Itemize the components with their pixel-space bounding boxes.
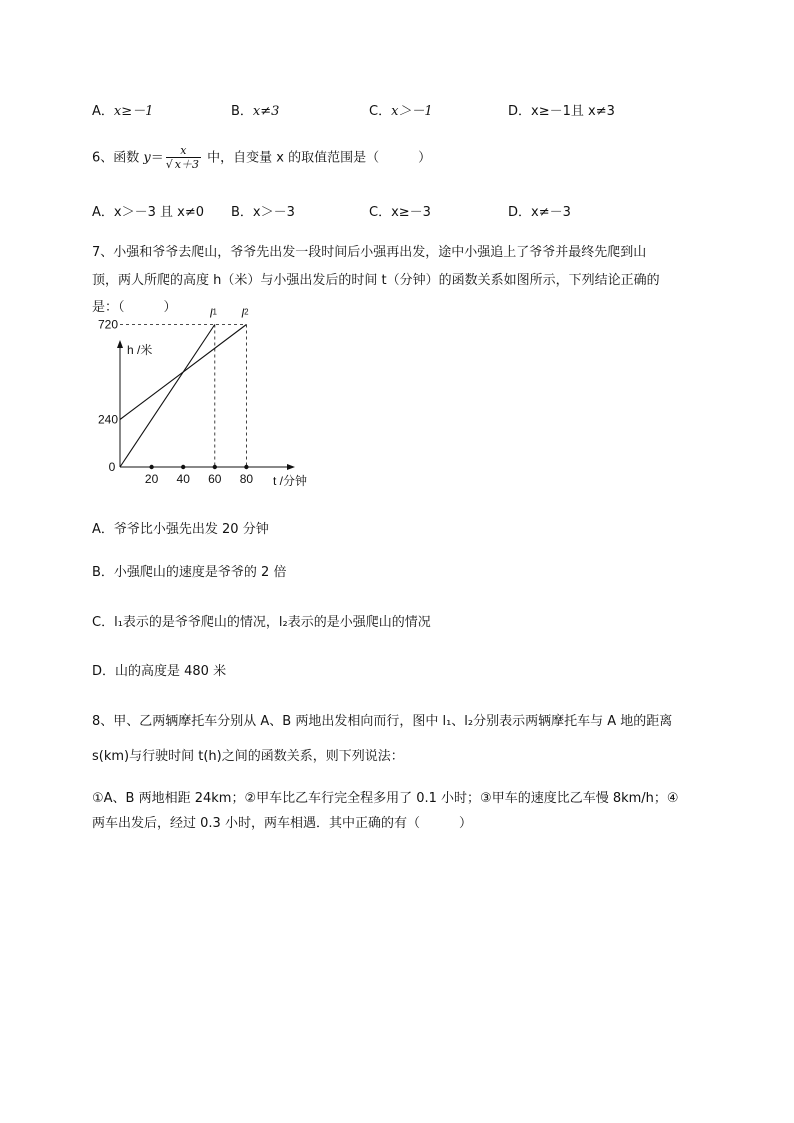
option-text: x≠3: [252, 104, 280, 119]
x-tick-label: 20: [144, 472, 159, 486]
q6-option-d: [508, 201, 571, 220]
series-label-l1: $l^1$: [209, 306, 217, 321]
q6-stem: [92, 144, 431, 172]
series-label-l2: $l^2$: [241, 306, 249, 321]
q7-stem-line-3: 是：（ ）: [92, 300, 177, 315]
option-letter: A．: [92, 104, 114, 119]
q7-function-graph: [90, 306, 330, 495]
option-text: x≠－3: [531, 205, 571, 220]
q5-option-a: [92, 100, 153, 119]
origin-label: 0: [108, 460, 116, 474]
option-text: x＞－3: [252, 205, 295, 220]
option-text: x＞－1: [391, 104, 433, 119]
option-text: x≥－3: [391, 205, 431, 220]
y-tick-label: 720: [97, 317, 118, 332]
q8-stem-line-1: 8、甲、乙两辆摩托车分别从 A、B 两地出发相向而行，图中 l₁、l₂分别表示两辆摩托车与 A 地的距离: [92, 714, 673, 729]
sqrt-radicand: x＋3: [174, 158, 199, 171]
q5-option-d: [508, 100, 615, 119]
x-tick-label: 80: [239, 472, 254, 486]
fraction-denominator: [166, 158, 201, 172]
option-letter: D．: [508, 104, 532, 119]
x-tick-point: [244, 465, 248, 469]
sqrt-icon: √: [165, 158, 173, 171]
q7-option-c: C．l₁表示的是爷爷爬山的情况，l₂表示的是小强爬山的情况: [92, 615, 431, 630]
q7-option-b: B．小强爬山的速度是爷爷的 2 倍: [92, 565, 287, 580]
option-text: x≥－1: [113, 104, 154, 119]
x-axis-arrow-icon: [287, 464, 295, 470]
y-axis-label: h /米: [127, 343, 153, 357]
q8-statements-line-2: 两车出发后，经过 0.3 小时，两车相遇．其中正确的有（ ）: [92, 816, 472, 831]
option-letter: C．: [369, 205, 392, 220]
q6-prefix: 6、函数: [92, 150, 144, 166]
x-tick-label: 60: [208, 472, 222, 486]
q7-stem-line-2: 顶，两人所爬的高度 h（米）与小强出发后的时间 t（分钟）的函数关系如图所示，下列结论正确的: [92, 273, 660, 288]
q8-stem-line-2: s(km)与行驶时间 t(h)之间的函数关系，则下列说法：: [92, 749, 404, 764]
q6-option-c: [369, 201, 431, 220]
fraction-numerator: x: [166, 144, 201, 158]
x-tick-point: [149, 465, 153, 469]
option-letter: B．: [231, 205, 253, 220]
series-line-l2: [120, 325, 246, 420]
series-label-subscript: 2: [244, 307, 249, 317]
q7-option-d: D．山的高度是 480 米: [92, 664, 227, 679]
q6-suffix: 中，自变量 x 的取值范围是（ ）: [203, 150, 432, 166]
x-tick-label: 40: [176, 472, 190, 486]
q6-option-a: [92, 201, 204, 220]
y-axis-arrow-icon: [117, 340, 123, 348]
x-axis-label: t /分钟: [273, 474, 308, 488]
q6-fraction: [166, 144, 201, 172]
option-letter: D．: [508, 205, 532, 220]
q6-option-b: [231, 201, 295, 220]
y-tick-label: 240: [97, 412, 118, 427]
option-text: x≥－1且 x≠3: [531, 104, 615, 119]
option-text: x＞－3 且 x≠0: [113, 205, 204, 220]
q7-option-a: A．爷爷比小强先出发 20 分钟: [92, 522, 269, 537]
x-tick-point: [213, 465, 217, 469]
q6-eq: ＝: [150, 150, 164, 166]
option-letter: C．: [369, 104, 392, 119]
q5-option-b: [231, 100, 279, 119]
option-letter: B．: [231, 104, 253, 119]
q6-y: y: [143, 150, 151, 166]
series-label-subscript: 1: [212, 307, 217, 317]
option-letter: A．: [92, 205, 114, 220]
q8-statements-line-1: ①A、B 两地相距 24km；②甲车比乙车行完全程多用了 0.1 小时；③甲车的速度比乙车慢 8km/h；④: [92, 791, 679, 806]
x-tick-point: [181, 465, 185, 469]
q7-stem-line-1: 7、小强和爷爷去爬山，爷爷先出发一段时间后小强再出发，途中小强追上了爷爷并最终先爬到山: [92, 245, 647, 260]
q5-option-c: [369, 100, 433, 119]
